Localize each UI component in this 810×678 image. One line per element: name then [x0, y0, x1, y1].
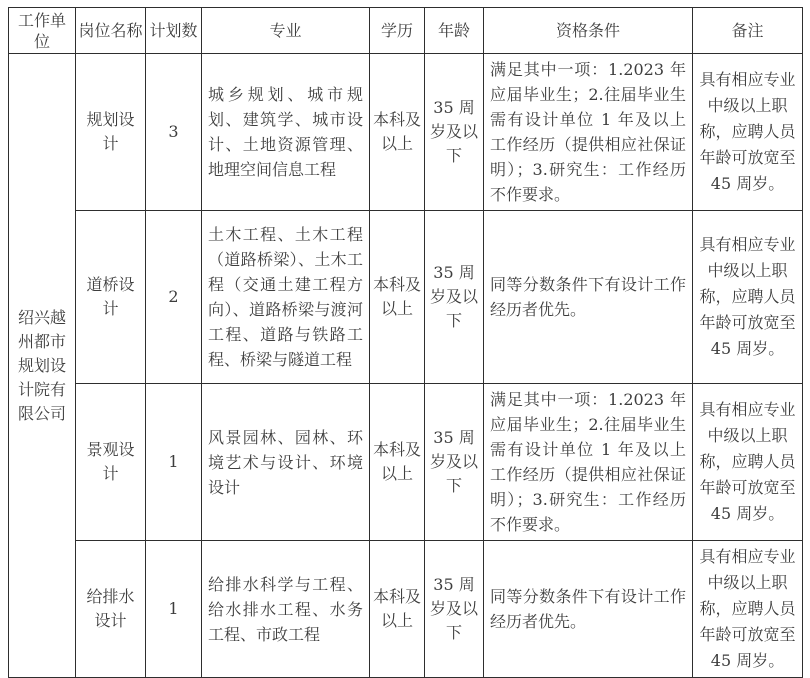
- education-cell: 本科及以上: [370, 211, 425, 384]
- education-cell: 本科及以上: [370, 384, 425, 541]
- position-cell: 给排水设计: [76, 541, 146, 678]
- note-cell: 具有相应专业中级以上职称，应聘人员年龄可放宽至 45 周岁。: [693, 384, 803, 541]
- education-cell: 本科及以上: [370, 54, 425, 211]
- header-age: 年龄: [425, 8, 484, 54]
- count-cell: 2: [146, 211, 202, 384]
- major-cell: 城乡规划、城市规划、建筑学、城市设计、土地资源管理、地理空间信息工程: [202, 54, 370, 211]
- header-education: 学历: [370, 8, 425, 54]
- header-remarks: 备注: [693, 8, 803, 54]
- note-cell: 具有相应专业中级以上职称，应聘人员年龄可放宽至 45 周岁。: [693, 211, 803, 384]
- note-cell: 具有相应专业中级以上职称，应聘人员年龄可放宽至 45 周岁。: [693, 54, 803, 211]
- qualification-cell: 满足其中一项：1.2023 年应届毕业生；2.往届毕业生需有设计单位 1 年及以上工作经历（提供相应社保证明）；3.研究生：工作经历不作要求。: [484, 54, 693, 211]
- age-cell: 35 周岁及以下: [425, 541, 484, 678]
- major-cell: 风景园林、园林、环境艺术与设计、环境设计: [202, 384, 370, 541]
- table-row-road-bridge-design: [9, 211, 803, 384]
- major-cell: 给排水科学与工程、给水排水工程、水务工程、市政工程: [202, 541, 370, 678]
- header-row: [9, 8, 803, 54]
- note-cell: 具有相应专业中级以上职称，应聘人员年龄可放宽至 45 周岁。: [693, 541, 803, 678]
- header-position-name: 岗位名称: [76, 8, 146, 54]
- table-row-landscape-design: [9, 384, 803, 541]
- position-cell: 规划设计: [76, 54, 146, 211]
- header-qualifications: 资格条件: [484, 8, 693, 54]
- qualification-cell: 同等分数条件下有设计工作经历者优先。: [484, 541, 693, 678]
- count-cell: 1: [146, 541, 202, 678]
- header-major: 专业: [202, 8, 370, 54]
- age-cell: 35 周岁及以下: [425, 211, 484, 384]
- education-cell: 本科及以上: [370, 541, 425, 678]
- company-cell: 绍兴越州都市规划设计院有限公司: [9, 54, 76, 678]
- position-cell: 道桥设计: [76, 211, 146, 384]
- header-planned-count: 计划数: [146, 8, 202, 54]
- table-row-water-supply-drainage-design: [9, 541, 803, 678]
- header-work-unit: 工作单位: [9, 8, 76, 54]
- table-row-planning-design: [9, 54, 803, 211]
- position-cell: 景观设计: [76, 384, 146, 541]
- qualification-cell: 满足其中一项：1.2023 年应届毕业生；2.往届毕业生需有设计单位 1 年及以上工作经历（提供相应社保证明）；3.研究生：工作经历不作要求。: [484, 384, 693, 541]
- count-cell: 3: [146, 54, 202, 211]
- major-cell: 土木工程、土木工程（道路桥梁）、土木工程（交通土建工程方向）、道路桥梁与渡河工程、道路与铁路工程、桥梁与隧道工程: [202, 211, 370, 384]
- age-cell: 35 周岁及以下: [425, 384, 484, 541]
- recruitment-table-container: [8, 7, 803, 678]
- count-cell: 1: [146, 384, 202, 541]
- recruitment-table: [8, 7, 803, 678]
- qualification-cell: 同等分数条件下有设计工作经历者优先。: [484, 211, 693, 384]
- age-cell: 35 周岁及以下: [425, 54, 484, 211]
